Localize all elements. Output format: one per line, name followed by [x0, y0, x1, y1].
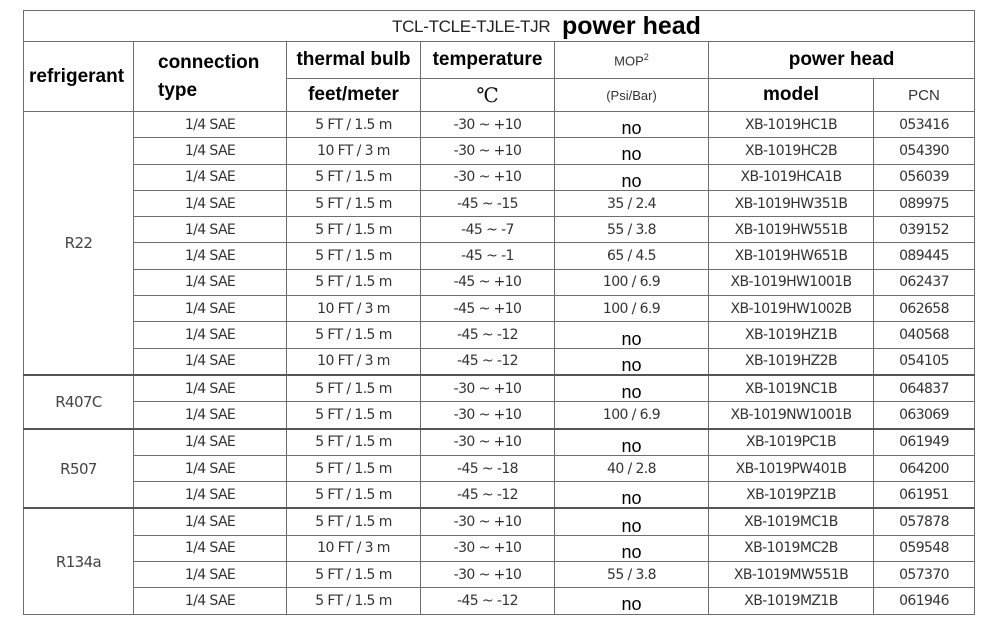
mop-value: no: [621, 382, 642, 402]
table-row: [24, 348, 975, 375]
pcn-cell: 062437: [874, 269, 975, 295]
mop-cell: [555, 535, 709, 561]
pcn-cell: 063069: [874, 402, 975, 429]
pcn-cell: 040568: [874, 322, 975, 348]
table-row: [24, 112, 975, 138]
mop-cell: [555, 588, 709, 614]
pcn-cell: 056039: [874, 164, 975, 190]
series-title: TCL-TCLE-TJLE-TJR: [392, 17, 551, 36]
thermal-bulb-cell: 5 FT / 1.5 m: [287, 243, 421, 269]
mop-value: no: [621, 354, 642, 375]
thermal-bulb-cell: 10 FT / 3 m: [287, 535, 421, 561]
mop-cell: [555, 562, 709, 588]
pcn-cell: 061949: [874, 429, 975, 456]
header-temperature: temperature: [421, 42, 555, 79]
table-row: [24, 429, 975, 456]
thermal-bulb-cell: 5 FT / 1.5 m: [287, 402, 421, 429]
thermal-bulb-cell: 5 FT / 1.5 m: [287, 375, 421, 402]
connection-cell: 1/4 SAE: [134, 455, 287, 481]
temperature-cell: -45 ~ -7: [421, 217, 555, 243]
thermal-bulb-cell: 5 FT / 1.5 m: [287, 322, 421, 348]
mop-value: no: [621, 594, 642, 615]
connection-cell: 1/4 SAE: [134, 562, 287, 588]
pcn-cell: 089975: [874, 190, 975, 216]
thermal-bulb-cell: 5 FT / 1.5 m: [287, 190, 421, 216]
thermal-bulb-cell: 10 FT / 3 m: [287, 296, 421, 322]
spec-table: [23, 10, 975, 615]
model-cell: XB-1019PW401B: [709, 455, 874, 481]
mop-cell: [555, 322, 709, 348]
temperature-cell: -45 ~ -12: [421, 348, 555, 375]
temperature-cell: -45 ~ -12: [421, 322, 555, 348]
header-celsius: ℃: [421, 79, 555, 112]
mop-value: no: [621, 488, 642, 509]
mop-cell: [555, 455, 709, 481]
connection-cell: 1/4 SAE: [134, 138, 287, 164]
mop-value: 55 / 3.8: [607, 566, 656, 583]
temperature-cell: -45 ~ -12: [421, 588, 555, 614]
header-pcn: PCN: [874, 79, 975, 112]
model-cell: XB-1019PZ1B: [709, 482, 874, 509]
refrigerant-cell: R22: [24, 112, 134, 375]
temperature-cell: -30 ~ +10: [421, 535, 555, 561]
table-row: [24, 269, 975, 295]
mop-value: no: [621, 541, 642, 562]
title-row: [24, 11, 975, 42]
connection-cell: 1/4 SAE: [134, 535, 287, 561]
model-cell: XB-1019HW551B: [709, 217, 874, 243]
connection-cell: 1/4 SAE: [134, 164, 287, 190]
table-row: [24, 508, 975, 535]
mop-cell: [555, 482, 709, 509]
pcn-cell: 054390: [874, 138, 975, 164]
temperature-cell: -30 ~ +10: [421, 375, 555, 402]
table-body: [24, 112, 975, 615]
mop-value: no: [621, 328, 642, 349]
header-model: model: [709, 79, 874, 112]
model-cell: XB-1019MW551B: [709, 562, 874, 588]
mop-value: 100 / 6.9: [602, 300, 661, 317]
mop-value: 100 / 6.9: [602, 406, 661, 423]
table-row: [24, 296, 975, 322]
mop-cell: [555, 402, 709, 429]
pcn-cell: 089445: [874, 243, 975, 269]
mop-cell: [555, 112, 709, 138]
connection-cell: 1/4 SAE: [134, 269, 287, 295]
temperature-cell: -45 ~ -1: [421, 243, 555, 269]
connection-cell: 1/4 SAE: [134, 322, 287, 348]
temperature-cell: -30 ~ +10: [421, 562, 555, 588]
model-cell: XB-1019PC1B: [709, 429, 874, 456]
table-row: [24, 217, 975, 243]
mop-value: 40 / 2.8: [607, 460, 656, 477]
connection-cell: 1/4 SAE: [134, 429, 287, 456]
temperature-cell: -45 ~ +10: [421, 296, 555, 322]
mop-cell: [555, 190, 709, 216]
temperature-cell: -30 ~ +10: [421, 112, 555, 138]
mop-cell: [555, 243, 709, 269]
refrigerant-cell: R507: [24, 429, 134, 509]
connection-cell: 1/4 SAE: [134, 112, 287, 138]
thermal-bulb-cell: 5 FT / 1.5 m: [287, 164, 421, 190]
connection-cell: 1/4 SAE: [134, 588, 287, 614]
pcn-cell: 059548: [874, 535, 975, 561]
thermal-bulb-cell: 5 FT / 1.5 m: [287, 508, 421, 535]
table-row: [24, 190, 975, 216]
header-thermal-bulb: thermal bulb: [287, 42, 421, 79]
pcn-cell: 062658: [874, 296, 975, 322]
refrigerant-cell: R134a: [24, 508, 134, 614]
mop-cell: [555, 164, 709, 190]
thermal-bulb-cell: 5 FT / 1.5 m: [287, 429, 421, 456]
model-cell: XB-1019HZ1B: [709, 322, 874, 348]
product-title: power head: [562, 12, 701, 40]
table-row: [24, 482, 975, 509]
model-cell: XB-1019MZ1B: [709, 588, 874, 614]
mop-cell: [555, 217, 709, 243]
mop-value: no: [621, 435, 642, 456]
model-cell: XB-1019HW651B: [709, 243, 874, 269]
connection-cell: 1/4 SAE: [134, 190, 287, 216]
connection-cell: 1/4 SAE: [134, 243, 287, 269]
temperature-cell: -45 ~ -12: [421, 482, 555, 509]
thermal-bulb-cell: 5 FT / 1.5 m: [287, 112, 421, 138]
mop-cell: [555, 296, 709, 322]
header-mop-sup: 2: [643, 51, 649, 62]
table-row: [24, 138, 975, 164]
thermal-bulb-cell: 5 FT / 1.5 m: [287, 217, 421, 243]
table-row: [24, 164, 975, 190]
model-cell: XB-1019HW1001B: [709, 269, 874, 295]
header-refrigerant: refrigerant: [24, 42, 134, 112]
model-cell: XB-1019HW1002B: [709, 296, 874, 322]
mop-value: no: [621, 515, 642, 536]
pcn-cell: 053416: [874, 112, 975, 138]
thermal-bulb-cell: 10 FT / 3 m: [287, 138, 421, 164]
model-cell: XB-1019MC1B: [709, 508, 874, 535]
thermal-bulb-cell: 5 FT / 1.5 m: [287, 562, 421, 588]
table-row: [24, 535, 975, 561]
connection-cell: 1/4 SAE: [134, 508, 287, 535]
refrigerant-cell: R407C: [24, 375, 134, 429]
temperature-cell: -45 ~ -15: [421, 190, 555, 216]
pcn-cell: 057370: [874, 562, 975, 588]
mop-cell: [555, 508, 709, 535]
header-psi-bar: (Psi/Bar): [555, 79, 709, 112]
connection-cell: 1/4 SAE: [134, 217, 287, 243]
model-cell: XB-1019NW1001B: [709, 402, 874, 429]
mop-value: 35 / 2.4: [607, 195, 656, 212]
header-connection-type: [134, 42, 287, 112]
mop-cell: [555, 429, 709, 456]
connection-cell: 1/4 SAE: [134, 375, 287, 402]
table-row: [24, 402, 975, 429]
title-cell: [24, 11, 975, 42]
header-row-1: [24, 42, 975, 79]
temperature-cell: -45 ~ +10: [421, 269, 555, 295]
temperature-cell: -30 ~ +10: [421, 508, 555, 535]
header-power-head: power head: [709, 42, 975, 79]
model-cell: XB-1019NC1B: [709, 375, 874, 402]
table-row: [24, 588, 975, 614]
mop-value: 100 / 6.9: [602, 274, 661, 291]
thermal-bulb-cell: 5 FT / 1.5 m: [287, 269, 421, 295]
connection-cell: 1/4 SAE: [134, 482, 287, 509]
table-row: [24, 322, 975, 348]
temperature-cell: -30 ~ +10: [421, 138, 555, 164]
mop-value: 55 / 3.8: [607, 221, 656, 238]
header-connection-line1: connection: [158, 51, 260, 73]
table-row: [24, 562, 975, 588]
pcn-cell: 057878: [874, 508, 975, 535]
connection-cell: 1/4 SAE: [134, 296, 287, 322]
header-connection-line2: type: [158, 79, 198, 101]
thermal-bulb-cell: 5 FT / 1.5 m: [287, 482, 421, 509]
temperature-cell: -30 ~ +10: [421, 164, 555, 190]
mop-value: 65 / 4.5: [607, 248, 656, 265]
header-feet-meter: feet/meter: [287, 79, 421, 112]
temperature-cell: -30 ~ +10: [421, 429, 555, 456]
pcn-cell: 061946: [874, 588, 975, 614]
temperature-cell: -30 ~ +10: [421, 402, 555, 429]
temperature-cell: -45 ~ -18: [421, 455, 555, 481]
mop-cell: [555, 269, 709, 295]
pcn-cell: 039152: [874, 217, 975, 243]
model-cell: XB-1019HW351B: [709, 190, 874, 216]
thermal-bulb-cell: 5 FT / 1.5 m: [287, 455, 421, 481]
mop-value: no: [621, 118, 642, 138]
model-cell: XB-1019HZ2B: [709, 348, 874, 375]
model-cell: XB-1019HC2B: [709, 138, 874, 164]
mop-cell: [555, 348, 709, 375]
thermal-bulb-cell: 5 FT / 1.5 m: [287, 588, 421, 614]
table-row: [24, 375, 975, 402]
model-cell: XB-1019HC1B: [709, 112, 874, 138]
mop-value: no: [621, 144, 642, 165]
mop-cell: [555, 375, 709, 402]
pcn-cell: 054105: [874, 348, 975, 375]
thermal-bulb-cell: 10 FT / 3 m: [287, 348, 421, 375]
table-row: [24, 243, 975, 269]
power-head-spec-sheet: [23, 10, 974, 615]
pcn-cell: 064837: [874, 375, 975, 402]
table-row: [24, 455, 975, 481]
header-mop-label: MOP: [614, 53, 644, 69]
pcn-cell: 064200: [874, 455, 975, 481]
connection-cell: 1/4 SAE: [134, 348, 287, 375]
mop-value: no: [621, 170, 642, 191]
header-mop: [555, 42, 709, 79]
model-cell: XB-1019MC2B: [709, 535, 874, 561]
connection-cell: 1/4 SAE: [134, 402, 287, 429]
mop-cell: [555, 138, 709, 164]
pcn-cell: 061951: [874, 482, 975, 509]
model-cell: XB-1019HCA1B: [709, 164, 874, 190]
